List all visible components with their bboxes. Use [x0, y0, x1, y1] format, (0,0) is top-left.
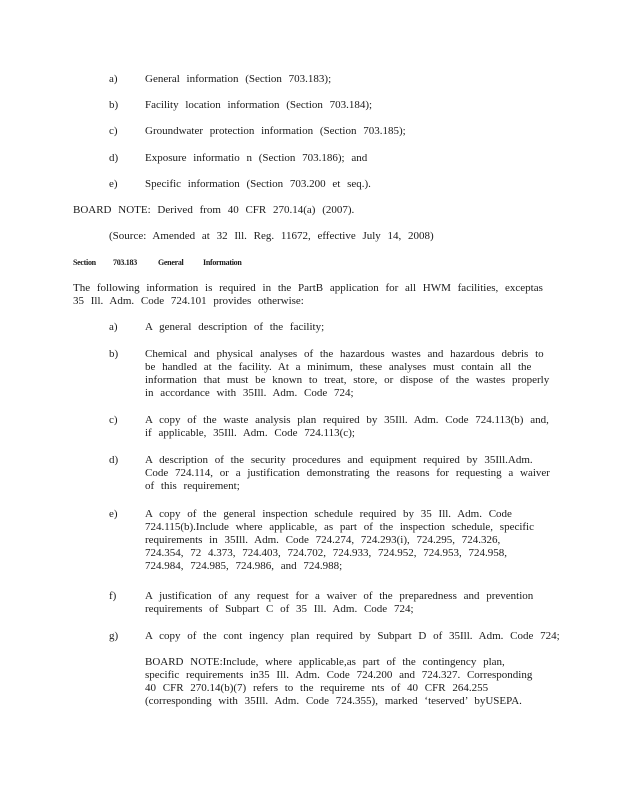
list-item-text: A justification of any request for a waiver of the preparedness and prevention requirements of Subpart C of 35 Ill. Adm. Code 724;	[145, 590, 534, 615]
list-label: a)	[109, 321, 118, 333]
section-number: 703.183	[113, 258, 137, 267]
board-note: BOARD NOTE: Derived from 40 CFR 270.14(a) (2007).	[73, 204, 355, 216]
list-item-text: Exposure informatio n (Section 703.186); and	[145, 152, 368, 164]
list-label: e)	[109, 508, 118, 520]
intro-paragraph: The following information is required in the PartB application for all HWM facilities, exceptas 35 Ill. Adm. Code 724.101 provides otherwise:	[73, 282, 543, 307]
list-item-text: A general description of the facility;	[145, 321, 325, 333]
section-title: General	[158, 258, 184, 267]
list-item-text: Specific information (Section 703.200 et seq.).	[145, 178, 371, 190]
list-label: d)	[109, 152, 119, 164]
source-note: (Source: Amended at 32 Ill. Reg. 11672, effective July 14, 2008)	[109, 230, 434, 242]
list-item-text: A copy of the waste analysis plan required by 35Ill. Adm. Code 724.113(b) and, if applicable, 35Ill. Adm. Code 724.113(c);	[145, 414, 549, 439]
board-note: BOARD NOTE:Include, where applicable,as part of the contingency plan, specific requirements in35 Ill. Adm. Code 724.200 and 724.327. Corresponding 40 CFR 270.14(b)(7) refers to the requireme nts of 40 CFR 264.255 (corresponding with 35Ill. Adm. Code 724.355), marked ‘teserved’ byUSEPA.	[145, 656, 533, 707]
list-item-text: A description of the security procedures and equipment required by 35Ill.Adm. Code 724.114, or a justification demonstrating the reasons for requesting a waiver of this requirement;	[145, 454, 550, 492]
list-item-text: General information (Section 703.183);	[145, 73, 332, 85]
list-item-text: A copy of the general inspection schedule required by 35 Ill. Adm. Code 724.115(b).Include where applicable, as part of the inspection schedule, specific requirements in 35Ill. Adm. Code 724.274, 724.293(i), 724.295, 724.326, 724.354, 72 4.373, 724.403, 724.702, 724.933, 724.952, 724.953, 724.958, 724.984, 724.985, 724.986, and 724.988;	[145, 508, 534, 572]
list-label: f)	[109, 590, 117, 602]
list-item-text: Facility location information (Section 703.184);	[145, 99, 373, 111]
list-item-text: Chemical and physical analyses of the hazardous wastes and hazardous debris to be handled at the facility. At a minimum, these analyses must contain all the information that must be known to treat, store, or dispose of the wastes properly in accordance with 35Ill. Adm. Code 724;	[145, 348, 550, 399]
list-label: c)	[109, 414, 118, 426]
list-label: d)	[109, 454, 119, 466]
list-label: b)	[109, 348, 119, 360]
list-label: c)	[109, 125, 118, 137]
list-label: g)	[109, 630, 119, 642]
list-item-text: Groundwater protection information (Section 703.185);	[145, 125, 406, 137]
list-label: b)	[109, 99, 119, 111]
section-label: Section	[73, 258, 96, 267]
list-label: e)	[109, 178, 118, 190]
section-title: Information	[203, 258, 242, 267]
list-item-text: A copy of the cont ingency plan required by Subpart D of 35Ill. Adm. Code 724;	[145, 630, 560, 642]
list-label: a)	[109, 73, 118, 85]
